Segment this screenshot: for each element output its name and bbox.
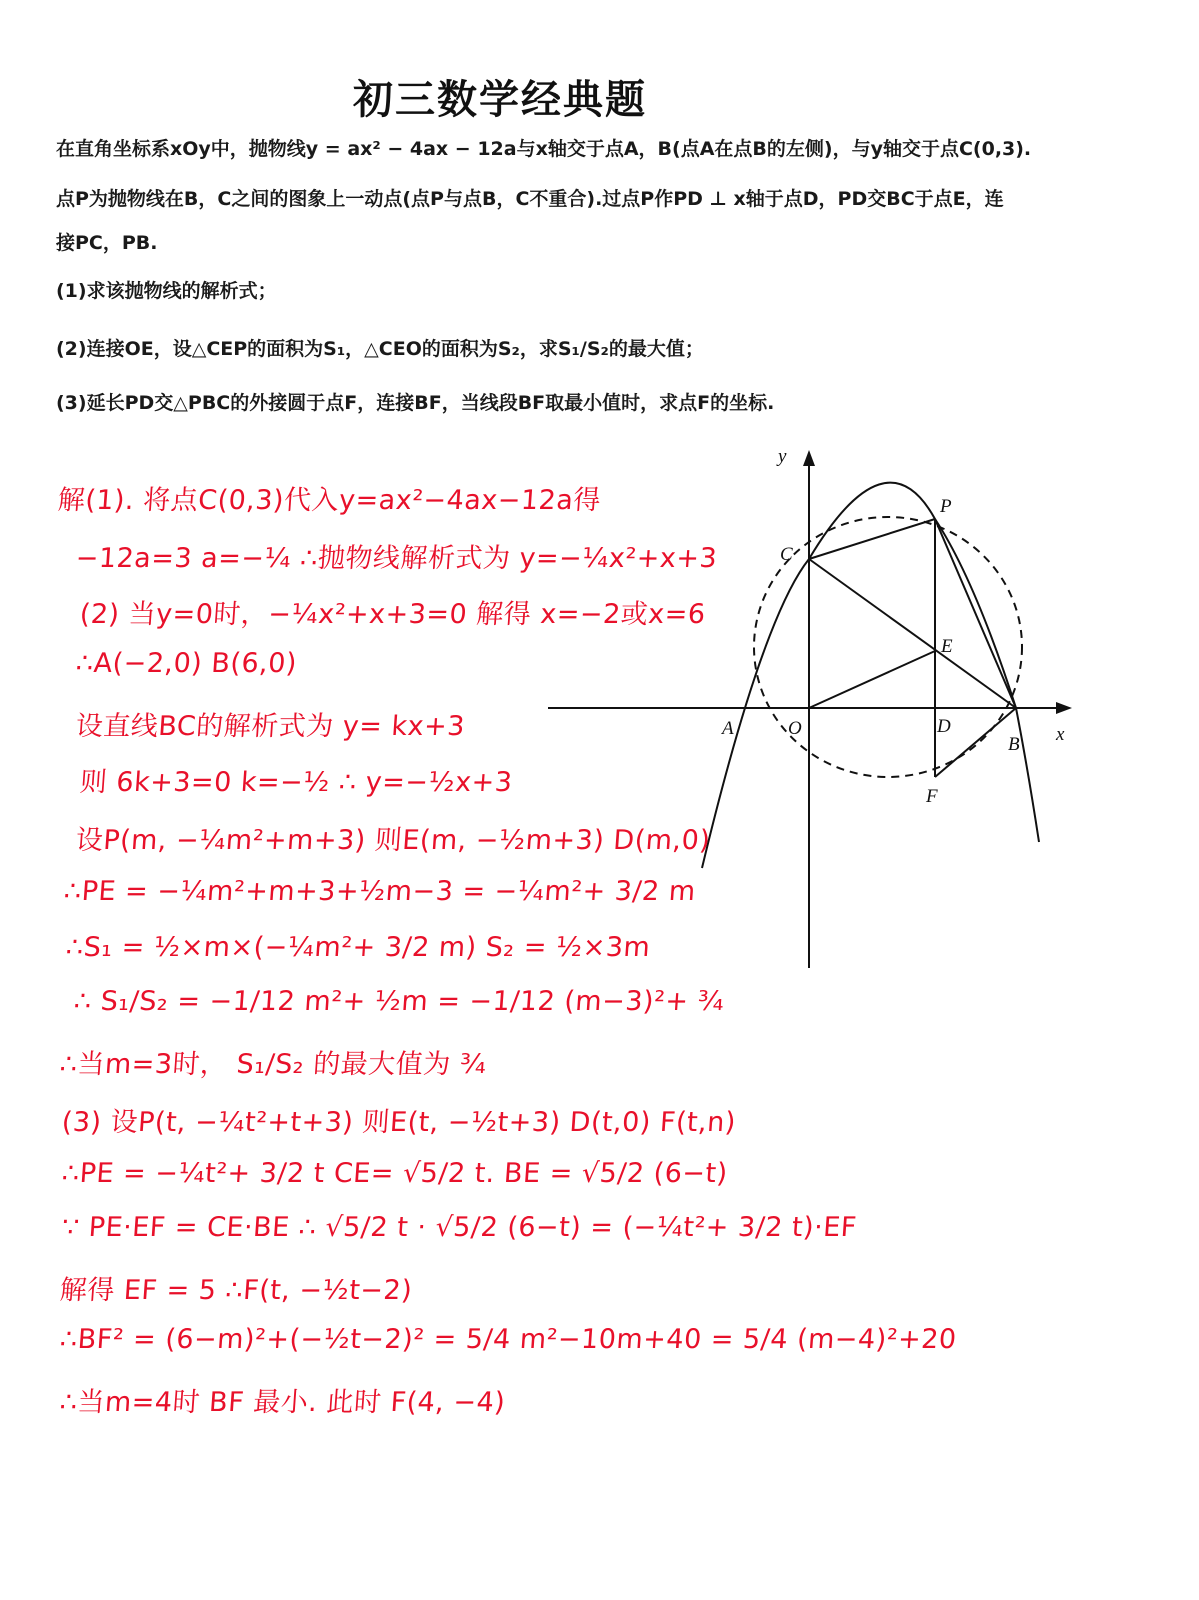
solution-line-12: (3) 设P(t, −¼t²+t+3) 则E(t, −½t+3) D(t,0) F(t,n) <box>60 1107 737 1138</box>
x-axis-arrow-icon <box>1056 702 1072 714</box>
question-3: (3)延长PD交△PBC的外接圆于点F，连接BF，当线段BF取最小值时，求点F的坐标. <box>56 392 775 414</box>
solution-line-8: ∴PE = −¼m²+m+3+½m−3 = −¼m²+ 3/2 m <box>62 876 697 907</box>
label-B: B <box>1008 734 1020 755</box>
solution-line-14: ∵ PE·EF = CE·BE ∴ √5/2 t · √5/2 (6−t) = (−¼t²+ 3/2 t)·EF <box>60 1212 858 1243</box>
question-1: (1)求该抛物线的解析式； <box>56 280 277 302</box>
solution-line-1: 解(1). 将点C(0,3)代入y=ax²−4ax−12a得 <box>56 485 602 516</box>
solution-line-2: −12a=3 a=−¼ ∴抛物线解析式为 y=−¼x²+x+3 <box>74 543 719 574</box>
solution-line-4: ∴A(−2,0) B(6,0) <box>74 648 298 679</box>
label-E: E <box>941 636 953 657</box>
segment-OE <box>809 651 935 708</box>
solution-line-3: (2) 当y=0时，−¼x²+x+3=0 解得 x=−2或x=6 <box>78 599 707 630</box>
segment-CP <box>809 519 935 559</box>
label-x: x <box>1056 724 1065 745</box>
page-title: 初三数学经典题 <box>353 77 647 123</box>
label-D: D <box>937 716 951 737</box>
label-A: A <box>722 718 734 739</box>
solution-line-16: ∴BF² = (6−m)²+(−½t−2)² = 5/4 m²−10m+40 = 5/4 (m−4)²+20 <box>58 1324 958 1355</box>
solution-line-13: ∴PE = −¼t²+ 3/2 t CE= √5/2 t. BE = √5/2 (6−t) <box>60 1158 729 1189</box>
solution-line-6: 则 6k+3=0 k=−½ ∴ y=−½x+3 <box>78 767 514 798</box>
statement-line-2: 点P为抛物线在B，C之间的图象上一动点(点P与点B，C不重合).过点P作PD ⊥ x轴于点D，PD交BC于点E，连 <box>56 188 1004 210</box>
label-P: P <box>940 496 952 517</box>
solution-line-17: ∴当m=4时 BF 最小. 此时 F(4, −4) <box>58 1387 507 1418</box>
solution-line-15: 解得 EF = 5 ∴F(t, −½t−2) <box>58 1275 414 1306</box>
label-F: F <box>926 786 938 807</box>
solution-line-5: 设直线BC的解析式为 y= kx+3 <box>74 711 466 742</box>
solution-line-11: ∴当m=3时， S₁/S₂ 的最大值为 ¾ <box>58 1049 488 1080</box>
y-axis-arrow-icon <box>803 450 815 466</box>
statement-line-3: 接PC，PB. <box>56 232 158 254</box>
statement-line-1: 在直角坐标系xOy中，抛物线y = ax² − 4ax − 12a与x轴交于点A，B(点A在点B的左侧)，与y轴交于点C(0,3). <box>56 138 1032 160</box>
label-y: y <box>778 446 787 467</box>
solution-line-10: ∴ S₁/S₂ = −1/12 m²+ ½m = −1/12 (m−3)²+ ¾ <box>72 986 726 1017</box>
label-C: C <box>780 544 793 565</box>
question-2: (2)连接OE，设△CEP的面积为S₁，△CEO的面积为S₂，求S₁/S₂的最大值； <box>56 338 704 360</box>
solution-line-7: 设P(m, −¼m²+m+3) 则E(m, −½m+3) D(m,0) <box>74 825 712 856</box>
label-O: O <box>788 718 802 739</box>
solution-line-9: ∴S₁ = ½×m×(−¼m²+ 3/2 m) S₂ = ½×3m <box>64 932 652 963</box>
